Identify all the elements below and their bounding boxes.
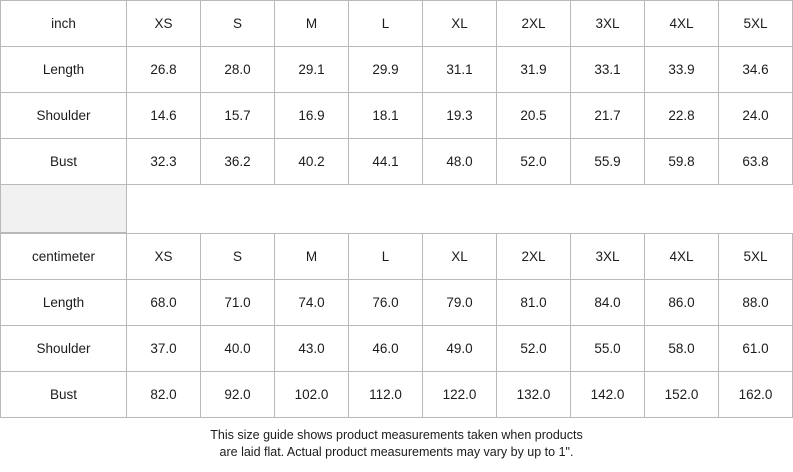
note-line-1: This size guide shows product measurements taken when products — [210, 428, 583, 442]
measurement-cell: 63.8 — [719, 139, 793, 185]
measurement-cell: 59.8 — [645, 139, 719, 185]
spacer-cell — [571, 185, 645, 233]
measurement-cell: 21.7 — [571, 93, 645, 139]
measurement-cell: 18.1 — [349, 93, 423, 139]
measurement-cell: 22.8 — [645, 93, 719, 139]
table-row — [1, 326, 793, 372]
measurement-cell: 20.5 — [497, 93, 571, 139]
measurement-cell: 16.9 — [275, 93, 349, 139]
row-label: Shoulder — [1, 93, 127, 139]
spacer-cell — [719, 185, 793, 233]
size-header: XS — [127, 1, 201, 47]
size-header: L — [349, 1, 423, 47]
measurement-cell: 26.8 — [127, 47, 201, 93]
measurement-cell: 84.0 — [571, 280, 645, 326]
table-row — [1, 47, 793, 93]
size-table-centimeter — [0, 233, 793, 418]
spacer-cell — [349, 185, 423, 233]
measurement-cell: 142.0 — [571, 372, 645, 418]
table-header-row-centimeter — [1, 234, 793, 280]
measurement-cell: 102.0 — [275, 372, 349, 418]
measurement-cell: 55.9 — [571, 139, 645, 185]
measurement-cell: 44.1 — [349, 139, 423, 185]
table-header-row-inch — [1, 1, 793, 47]
unit-label-centimeter: centimeter — [1, 234, 127, 280]
size-header: 4XL — [645, 234, 719, 280]
measurement-cell: 132.0 — [497, 372, 571, 418]
measurement-cell: 162.0 — [719, 372, 793, 418]
measurement-cell: 33.9 — [645, 47, 719, 93]
measurement-cell: 28.0 — [201, 47, 275, 93]
row-label: Length — [1, 47, 127, 93]
row-label: Length — [1, 280, 127, 326]
measurement-cell: 31.1 — [423, 47, 497, 93]
size-header: 3XL — [571, 1, 645, 47]
size-header: M — [275, 1, 349, 47]
size-header: S — [201, 1, 275, 47]
spacer-cell — [1, 185, 127, 233]
spacer-cell — [201, 185, 275, 233]
measurement-cell: 14.6 — [127, 93, 201, 139]
size-header: 4XL — [645, 1, 719, 47]
size-header: XL — [423, 1, 497, 47]
measurement-cell: 49.0 — [423, 326, 497, 372]
size-guide-note — [0, 418, 793, 461]
measurement-cell: 81.0 — [497, 280, 571, 326]
measurement-cell: 29.9 — [349, 47, 423, 93]
size-header: M — [275, 234, 349, 280]
measurement-cell: 40.2 — [275, 139, 349, 185]
measurement-cell: 88.0 — [719, 280, 793, 326]
size-header: 2XL — [497, 1, 571, 47]
measurement-cell: 33.1 — [571, 47, 645, 93]
table-row — [1, 93, 793, 139]
measurement-cell: 112.0 — [349, 372, 423, 418]
note-line-2: are laid flat. Actual product measurements may vary by up to 1". — [219, 445, 574, 459]
size-header: 3XL — [571, 234, 645, 280]
measurement-cell: 37.0 — [127, 326, 201, 372]
unit-label-inch: inch — [1, 1, 127, 47]
measurement-cell: 52.0 — [497, 326, 571, 372]
size-header: S — [201, 234, 275, 280]
measurement-cell: 29.1 — [275, 47, 349, 93]
table-spacer-row — [1, 185, 793, 233]
measurement-cell: 61.0 — [719, 326, 793, 372]
spacer-cell — [645, 185, 719, 233]
spacer-cell — [423, 185, 497, 233]
measurement-cell: 31.9 — [497, 47, 571, 93]
measurement-cell: 122.0 — [423, 372, 497, 418]
measurement-cell: 34.6 — [719, 47, 793, 93]
spacer-cell — [275, 185, 349, 233]
measurement-cell: 24.0 — [719, 93, 793, 139]
measurement-cell: 152.0 — [645, 372, 719, 418]
size-header: 2XL — [497, 234, 571, 280]
measurement-cell: 55.0 — [571, 326, 645, 372]
measurement-cell: 82.0 — [127, 372, 201, 418]
measurement-cell: 43.0 — [275, 326, 349, 372]
measurement-cell: 46.0 — [349, 326, 423, 372]
size-header: XL — [423, 234, 497, 280]
measurement-cell: 76.0 — [349, 280, 423, 326]
measurement-cell: 15.7 — [201, 93, 275, 139]
table-row — [1, 372, 793, 418]
size-header: L — [349, 234, 423, 280]
measurement-cell: 36.2 — [201, 139, 275, 185]
measurement-cell: 92.0 — [201, 372, 275, 418]
table-row — [1, 280, 793, 326]
measurement-cell: 86.0 — [645, 280, 719, 326]
measurement-cell: 74.0 — [275, 280, 349, 326]
size-header: XS — [127, 234, 201, 280]
spacer-cell — [127, 185, 201, 233]
spacer-cell — [497, 185, 571, 233]
measurement-cell: 71.0 — [201, 280, 275, 326]
row-label: Bust — [1, 139, 127, 185]
row-label: Shoulder — [1, 326, 127, 372]
measurement-cell: 40.0 — [201, 326, 275, 372]
size-header: 5XL — [719, 234, 793, 280]
measurement-cell: 58.0 — [645, 326, 719, 372]
size-header: 5XL — [719, 1, 793, 47]
measurement-cell: 68.0 — [127, 280, 201, 326]
size-table-inch — [0, 0, 793, 233]
table-row — [1, 139, 793, 185]
measurement-cell: 48.0 — [423, 139, 497, 185]
measurement-cell: 32.3 — [127, 139, 201, 185]
measurement-cell: 19.3 — [423, 93, 497, 139]
row-label: Bust — [1, 372, 127, 418]
measurement-cell: 79.0 — [423, 280, 497, 326]
measurement-cell: 52.0 — [497, 139, 571, 185]
